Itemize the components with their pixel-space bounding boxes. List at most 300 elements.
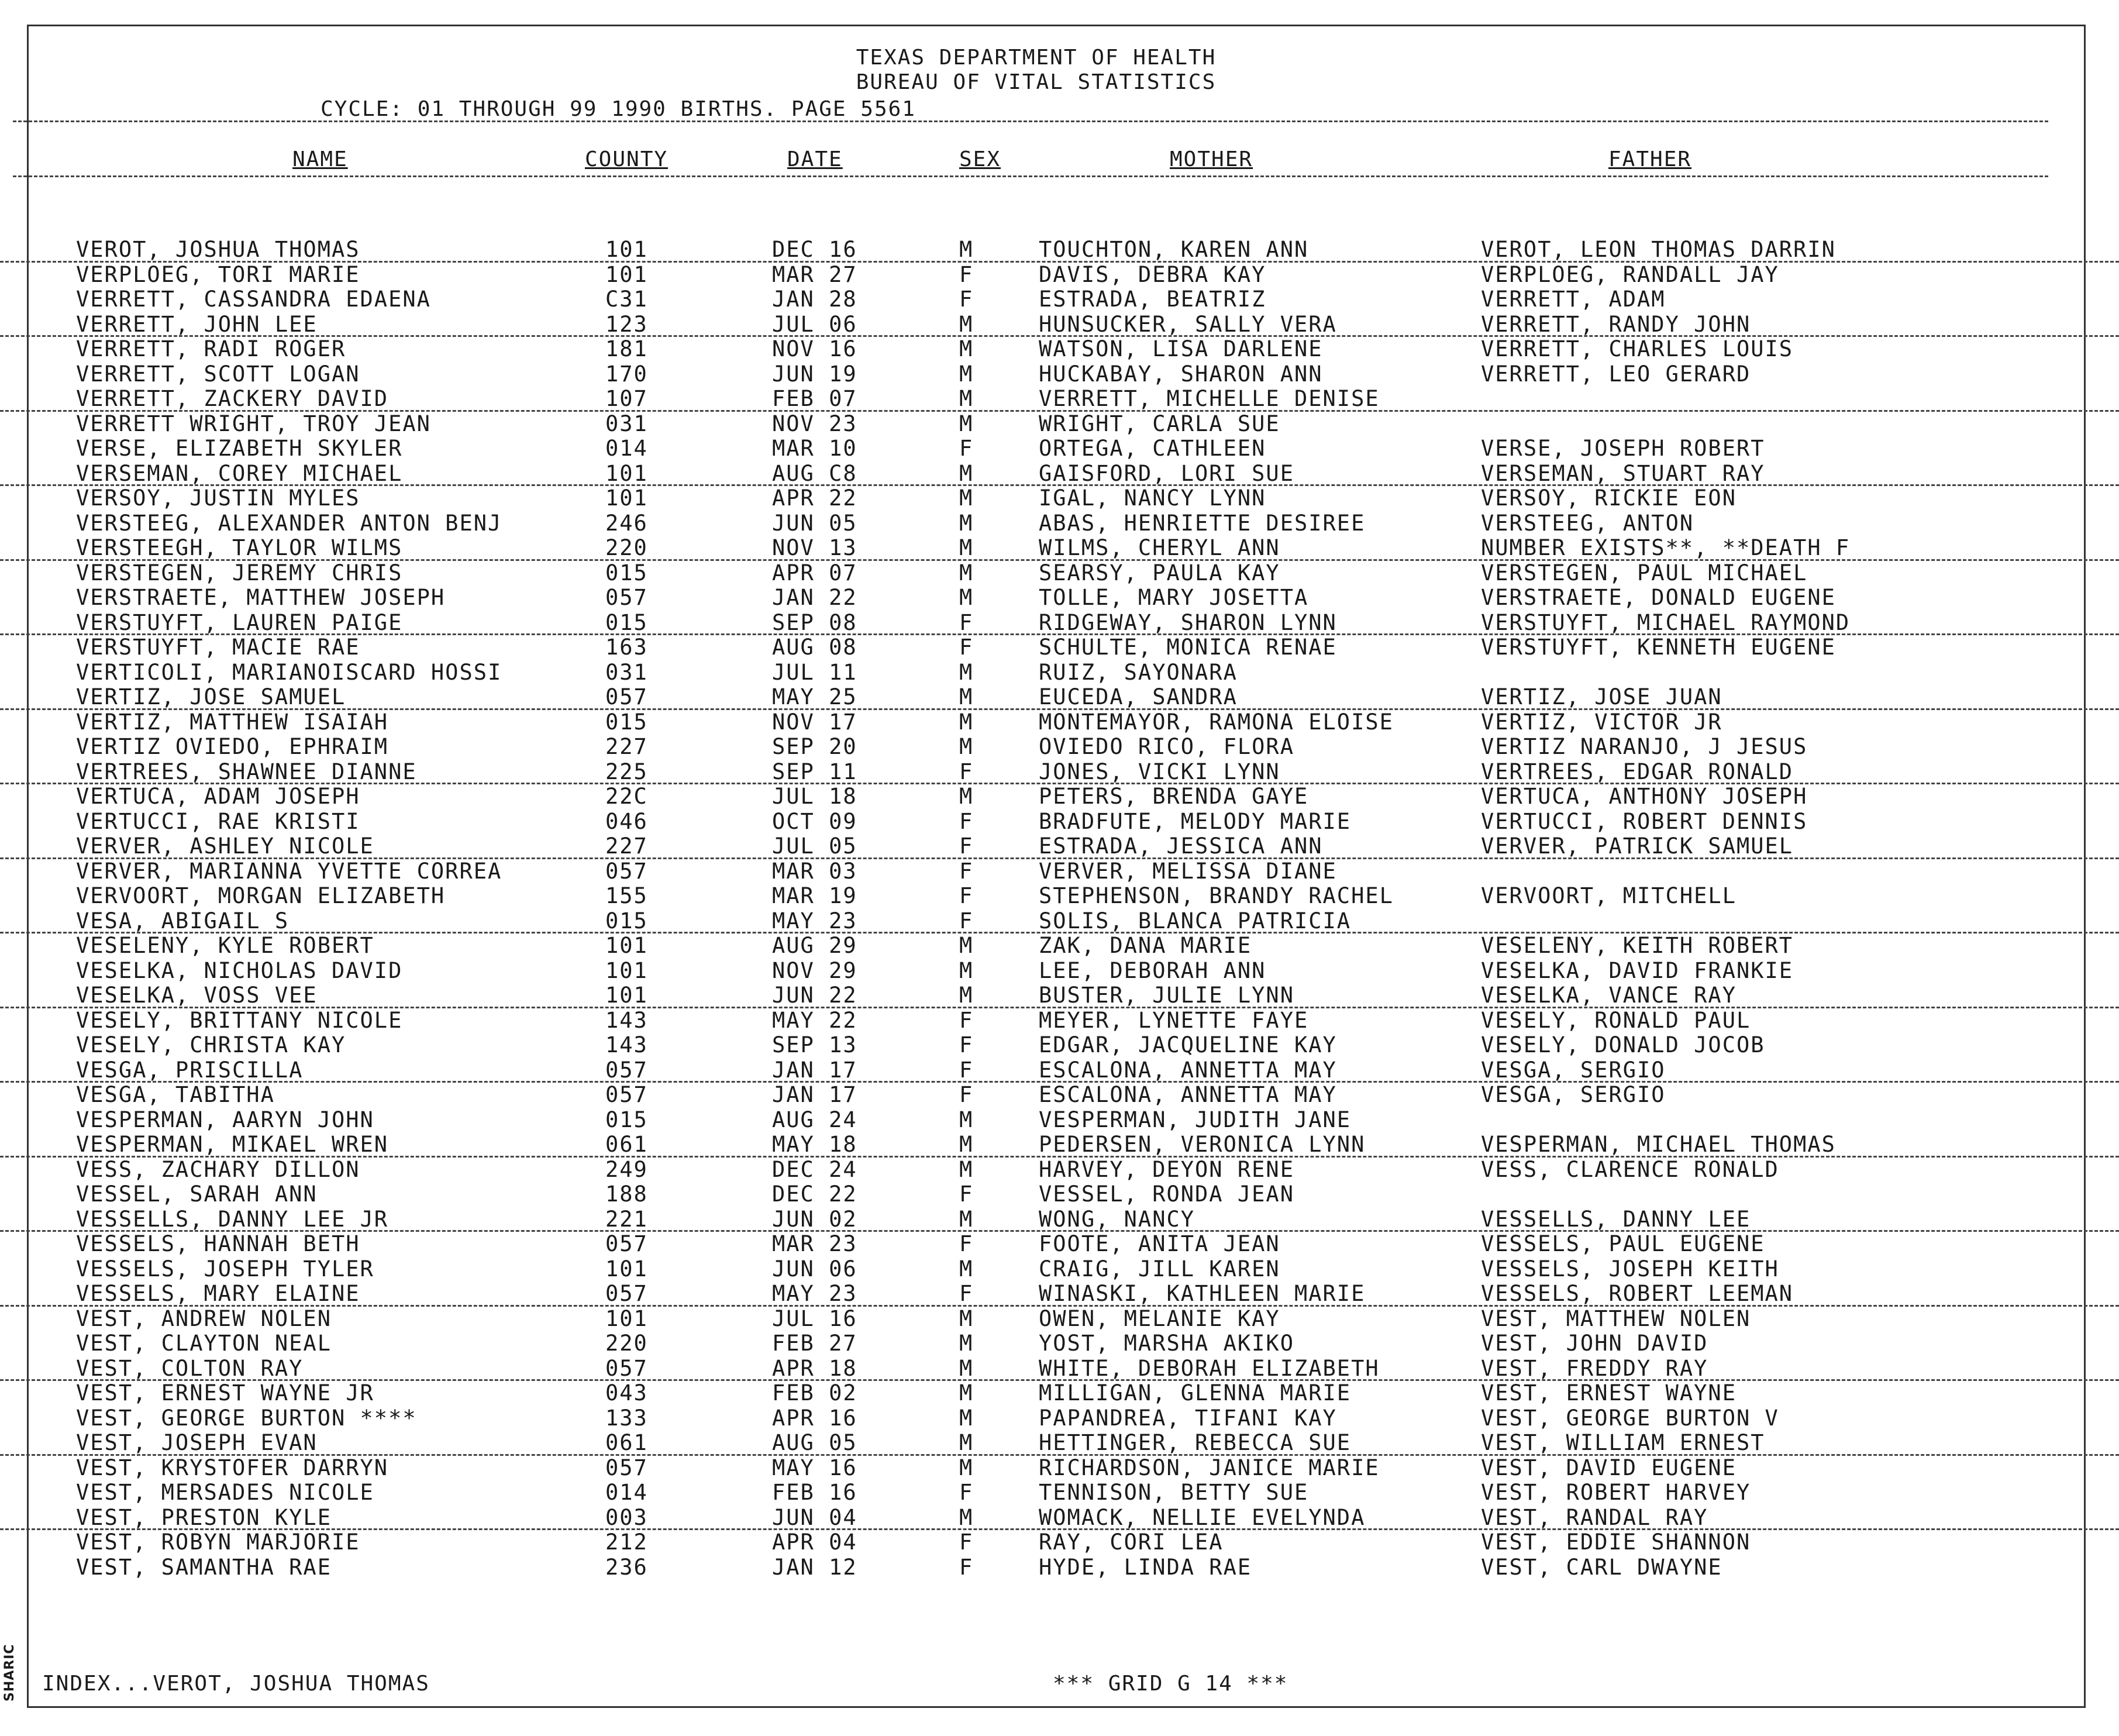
table-row	[0, 784, 2119, 810]
row-mother: BRADFUTE, MELODY MARIE	[1039, 808, 1352, 834]
row-father: VEROT, LEON THOMAS DARRIN	[1481, 237, 1836, 262]
row-name: VEST, CLAYTON NEAL	[76, 1331, 332, 1356]
row-county: 015	[605, 1107, 648, 1132]
row-date: MAY 18	[772, 1132, 857, 1157]
row-date: FEB 02	[772, 1380, 857, 1406]
table-row	[0, 1033, 2119, 1058]
row-county: 043	[605, 1380, 648, 1406]
row-sex: M	[959, 1455, 974, 1480]
row-name: VERSTEEG, ALEXANDER ANTON BENJ	[76, 510, 502, 536]
row-date: MAY 22	[772, 1007, 857, 1033]
row-mother: BUSTER, JULIE LYNN	[1039, 983, 1294, 1008]
row-mother: HUNSUCKER, SALLY VERA	[1039, 311, 1337, 337]
table-row	[0, 1506, 2119, 1531]
table-row	[0, 1232, 2119, 1257]
table-row	[0, 511, 2119, 536]
row-father: VERVER, PATRICK SAMUEL	[1481, 833, 1794, 859]
row-date: JAN 12	[772, 1554, 857, 1580]
row-date: APR 04	[772, 1530, 857, 1555]
row-father: VERSOY, RICKIE EON	[1481, 485, 1736, 511]
row-date: APR 07	[772, 560, 857, 585]
row-county: 155	[605, 883, 648, 908]
row-sex: M	[959, 1405, 974, 1431]
row-name: VERSTEEGH, TAYLOR WILMS	[76, 535, 403, 560]
row-sex: F	[959, 1281, 974, 1306]
row-date: JAN 17	[772, 1082, 857, 1107]
row-name: VERTUCCI, RAE KRISTI	[76, 808, 360, 834]
row-mother: ABAS, HENRIETTE DESIREE	[1039, 510, 1366, 536]
row-name: VERSTUYFT, MACIE RAE	[76, 635, 360, 660]
row-county: 221	[605, 1206, 648, 1232]
table-row	[0, 1207, 2119, 1232]
row-name: VERTREES, SHAWNEE DIANNE	[76, 759, 417, 784]
row-mother: SOLIS, BLANCA PATRICIA	[1039, 908, 1352, 934]
table-row	[0, 735, 2119, 760]
row-father: VERTREES, EDGAR RONALD	[1481, 759, 1794, 784]
row-county: 220	[605, 535, 648, 560]
row-sex: M	[959, 386, 974, 411]
row-county: 057	[605, 1231, 648, 1256]
row-father: VERSTEGEN, PAUL MICHAEL	[1481, 560, 1808, 585]
row-name: VESGA, TABITHA	[76, 1082, 275, 1107]
row-name: VERVER, MARIANNA YVETTE CORREA	[76, 858, 502, 884]
row-name: VERRETT WRIGHT, TROY JEAN	[76, 411, 431, 436]
row-date: JUN 04	[772, 1504, 857, 1530]
row-sex: F	[959, 1554, 974, 1580]
row-sex: F	[959, 1032, 974, 1058]
row-county: C31	[605, 287, 648, 312]
row-father: VESGA, SERGIO	[1481, 1057, 1666, 1083]
table-row	[0, 685, 2119, 710]
table-row	[0, 1456, 2119, 1481]
row-sex: F	[959, 858, 974, 884]
row-father: VEST, ROBERT HARVEY	[1481, 1480, 1751, 1505]
row-county: 123	[605, 311, 648, 337]
row-name: VEST, SAMANTHA RAE	[76, 1554, 332, 1580]
row-mother: LEE, DEBORAH ANN	[1039, 957, 1266, 983]
row-name: VEST, GEORGE BURTON ****	[76, 1405, 417, 1431]
row-name: VEST, PRESTON KYLE	[76, 1504, 332, 1530]
row-date: MAY 23	[772, 1281, 857, 1306]
row-mother: TENNISON, BETTY SUE	[1039, 1480, 1309, 1505]
table-row	[0, 287, 2119, 312]
row-name: VESELKA, VOSS VEE	[76, 983, 318, 1008]
row-father: VERRETT, ADAM	[1481, 287, 1666, 312]
row-date: JUN 02	[772, 1206, 857, 1232]
row-mother: WONG, NANCY	[1039, 1206, 1195, 1232]
row-father: VESELY, RONALD PAUL	[1481, 1007, 1751, 1033]
table-row	[0, 1331, 2119, 1356]
row-mother: OWEN, MELANIE KAY	[1039, 1306, 1280, 1331]
row-sex: F	[959, 1057, 974, 1083]
row-name: VEST, KRYSTOFER DARRYN	[76, 1455, 389, 1480]
table-row	[0, 1555, 2119, 1580]
row-name: VERSEMAN, COREY MICHAEL	[76, 460, 403, 486]
row-sex: M	[959, 485, 974, 511]
row-date: NOV 17	[772, 709, 857, 735]
row-father: VERRETT, RANDY JOHN	[1481, 311, 1751, 337]
row-father: VEST, ERNEST WAYNE	[1481, 1380, 1736, 1406]
column-header-mother: MOTHER	[1170, 147, 1253, 171]
row-sex: M	[959, 1107, 974, 1132]
row-county: 236	[605, 1554, 648, 1580]
column-header-date: DATE	[787, 147, 843, 171]
row-name: VERTIZ OVIEDO, EPHRAIM	[76, 734, 389, 759]
row-county: 181	[605, 336, 648, 361]
row-father: VESS, CLARENCE RONALD	[1481, 1156, 1779, 1182]
table-row	[0, 1158, 2119, 1183]
row-mother: EUCEDA, SANDRA	[1039, 684, 1238, 709]
bureau-title: BUREAU OF VITAL STATISTICS	[856, 70, 1217, 94]
row-mother: PETERS, BRENDA GAYE	[1039, 784, 1309, 809]
row-mother: WINASKI, KATHLEEN MARIE	[1039, 1281, 1366, 1306]
row-county: 101	[605, 237, 648, 262]
row-date: OCT 09	[772, 808, 857, 834]
row-mother: MILLIGAN, GLENNA MARIE	[1039, 1380, 1352, 1406]
table-row	[0, 1108, 2119, 1133]
row-name: VERTUCA, ADAM JOSEPH	[76, 784, 360, 809]
row-name: VESSELS, MARY ELAINE	[76, 1281, 360, 1306]
row-mother: CRAIG, JILL KAREN	[1039, 1256, 1280, 1282]
row-name: VERVER, ASHLEY NICOLE	[76, 833, 374, 859]
row-county: 015	[605, 908, 648, 934]
table-row	[0, 1257, 2119, 1282]
row-date: JAN 17	[772, 1057, 857, 1083]
row-sex: M	[959, 659, 974, 685]
row-sex: F	[959, 1480, 974, 1505]
row-mother: TOUCHTON, KAREN ANN	[1039, 237, 1309, 262]
row-date: JUL 18	[772, 784, 857, 809]
row-mother: ZAK, DANA MARIE	[1039, 933, 1252, 958]
row-date: DEC 16	[772, 237, 857, 262]
row-name: VESGA, PRISCILLA	[76, 1057, 304, 1083]
row-mother: FOOTE, ANITA JEAN	[1039, 1231, 1280, 1256]
table-row	[0, 660, 2119, 686]
row-county: 220	[605, 1331, 648, 1356]
row-sex: M	[959, 1206, 974, 1232]
row-father: VERTUCA, ANTHONY JOSEPH	[1481, 784, 1808, 809]
row-mother: MONTEMAYOR, RAMONA ELOISE	[1039, 709, 1394, 735]
table-row	[0, 760, 2119, 785]
row-sex: F	[959, 1530, 974, 1555]
row-mother: ESCALONA, ANNETTA MAY	[1039, 1057, 1337, 1083]
row-county: 22C	[605, 784, 648, 809]
table-row	[0, 312, 2119, 337]
row-mother: PAPANDREA, TIFANI KAY	[1039, 1405, 1337, 1431]
row-county: 031	[605, 659, 648, 685]
row-county: 057	[605, 1355, 648, 1381]
row-father: VEST, MATTHEW NOLEN	[1481, 1306, 1751, 1331]
row-date: AUG C8	[772, 460, 857, 486]
table-row	[0, 1480, 2119, 1506]
row-father: VESSELS, ROBERT LEEMAN	[1481, 1281, 1794, 1306]
cycle-line: CYCLE: 01 THROUGH 99 1990 BIRTHS. PAGE 5561	[321, 97, 916, 121]
row-father: VESSELS, PAUL EUGENE	[1481, 1231, 1765, 1256]
row-sex: M	[959, 560, 974, 585]
table-row	[0, 810, 2119, 835]
table-row	[0, 237, 2119, 263]
row-father: VERRETT, LEO GERARD	[1481, 361, 1751, 387]
row-mother: STEPHENSON, BRANDY RACHEL	[1039, 883, 1394, 908]
row-date: JUN 19	[772, 361, 857, 387]
row-father: VERSTUYFT, KENNETH EUGENE	[1481, 635, 1836, 660]
row-date: JUL 11	[772, 659, 857, 685]
row-date: FEB 27	[772, 1331, 857, 1356]
row-date: APR 16	[772, 1405, 857, 1431]
row-father: VEST, GEORGE BURTON V	[1481, 1405, 1779, 1431]
row-father: VERVOORT, MITCHELL	[1481, 883, 1736, 908]
row-name: VEST, ERNEST WAYNE JR	[76, 1380, 374, 1406]
table-row	[0, 1431, 2119, 1456]
row-county: 015	[605, 609, 648, 635]
row-name: VERTICOLI, MARIANOISCARD HOSSI	[76, 659, 502, 685]
row-mother: YOST, MARSHA AKIKO	[1039, 1331, 1294, 1356]
row-sex: F	[959, 1082, 974, 1107]
row-mother: RAY, CORI LEA	[1039, 1530, 1224, 1555]
row-name: VESA, ABIGAIL S	[76, 908, 290, 934]
table-row	[0, 387, 2119, 412]
row-father: VEST, WILLIAM ERNEST	[1481, 1430, 1765, 1455]
table-row	[0, 561, 2119, 586]
row-date: AUG 05	[772, 1430, 857, 1455]
row-name: VESSELS, JOSEPH TYLER	[76, 1256, 374, 1282]
row-mother: EDGAR, JACQUELINE KAY	[1039, 1032, 1337, 1058]
row-name: VEST, MERSADES NICOLE	[76, 1480, 374, 1505]
row-father: VESGA, SERGIO	[1481, 1082, 1666, 1107]
department-title: TEXAS DEPARTMENT OF HEALTH	[856, 46, 1217, 70]
table-row	[0, 412, 2119, 437]
row-sex: M	[959, 709, 974, 735]
row-name: VERVOORT, MORGAN ELIZABETH	[76, 883, 446, 908]
row-date: NOV 29	[772, 957, 857, 983]
row-sex: F	[959, 1231, 974, 1256]
row-father: NUMBER EXISTS**, **DEATH F	[1481, 535, 1851, 560]
row-date: MAR 19	[772, 883, 857, 908]
row-sex: M	[959, 585, 974, 610]
row-name: VERRETT, JOHN LEE	[76, 311, 318, 337]
table-row	[0, 611, 2119, 636]
table-row	[0, 536, 2119, 561]
row-name: VESSELS, HANNAH BETH	[76, 1231, 360, 1256]
row-date: AUG 08	[772, 635, 857, 660]
row-date: NOV 23	[772, 411, 857, 436]
row-sex: M	[959, 1430, 974, 1455]
row-father: VESSELS, JOSEPH KEITH	[1481, 1256, 1779, 1282]
row-sex: F	[959, 808, 974, 834]
row-date: AUG 24	[772, 1107, 857, 1132]
row-name: VESSEL, SARAH ANN	[76, 1182, 318, 1207]
row-mother: VERRETT, MICHELLE DENISE	[1039, 386, 1380, 411]
row-mother: RUIZ, SAYONARA	[1039, 659, 1238, 685]
row-sex: M	[959, 1156, 974, 1182]
row-name: VESELY, BRITTANY NICOLE	[76, 1007, 403, 1033]
row-county: 057	[605, 858, 648, 884]
row-county: 046	[605, 808, 648, 834]
row-name: VEST, ROBYN MARJORIE	[76, 1530, 360, 1555]
table-row	[0, 1406, 2119, 1431]
row-sex: F	[959, 635, 974, 660]
column-header-county: COUNTY	[585, 147, 669, 171]
row-name: VEROT, JOSHUA THOMAS	[76, 237, 360, 262]
row-county: 246	[605, 510, 648, 536]
row-county: 057	[605, 1057, 648, 1083]
row-sex: M	[959, 784, 974, 809]
row-date: JUL 06	[772, 311, 857, 337]
column-header-rule	[13, 175, 2048, 177]
row-sex: F	[959, 883, 974, 908]
row-county: 143	[605, 1007, 648, 1033]
table-row	[0, 461, 2119, 487]
row-mother: GAISFORD, LORI SUE	[1039, 460, 1294, 486]
row-mother: HARVEY, DEYON RENE	[1039, 1156, 1294, 1182]
row-mother: PEDERSEN, VERONICA LYNN	[1039, 1132, 1366, 1157]
row-name: VERRETT, SCOTT LOGAN	[76, 361, 360, 387]
row-mother: VESSEL, RONDA JEAN	[1039, 1182, 1294, 1207]
row-sex: F	[959, 609, 974, 635]
row-name: VERPLOEG, TORI MARIE	[76, 261, 360, 287]
row-date: SEP 08	[772, 609, 857, 635]
row-date: FEB 16	[772, 1480, 857, 1505]
row-sex: F	[959, 1182, 974, 1207]
row-county: 101	[605, 933, 648, 958]
row-county: 212	[605, 1530, 648, 1555]
index-footer: INDEX...VEROT, JOSHUA THOMAS	[42, 1672, 430, 1696]
table-row	[0, 635, 2119, 660]
row-county: 031	[605, 411, 648, 436]
row-date: JAN 28	[772, 287, 857, 312]
table-row	[0, 1182, 2119, 1207]
row-sex: F	[959, 287, 974, 312]
row-mother: IGAL, NANCY LYNN	[1039, 485, 1266, 511]
row-date: JUN 22	[772, 983, 857, 1008]
row-county: 101	[605, 485, 648, 511]
table-row	[0, 884, 2119, 909]
table-row	[0, 585, 2119, 611]
row-date: MAY 16	[772, 1455, 857, 1480]
table-row	[0, 1282, 2119, 1307]
row-sex: M	[959, 1380, 974, 1406]
table-row	[0, 337, 2119, 362]
row-name: VERRETT, ZACKERY DAVID	[76, 386, 389, 411]
row-county: 163	[605, 635, 648, 660]
row-county: 101	[605, 261, 648, 287]
row-date: MAR 23	[772, 1231, 857, 1256]
row-county: 107	[605, 386, 648, 411]
row-name: VESPERMAN, AARYN JOHN	[76, 1107, 374, 1132]
row-county: 057	[605, 1455, 648, 1480]
row-county: 015	[605, 709, 648, 735]
row-name: VERSE, ELIZABETH SKYLER	[76, 436, 403, 461]
row-sex: M	[959, 411, 974, 436]
row-father: VERSTUYFT, MICHAEL RAYMOND	[1481, 609, 1851, 635]
table-row	[0, 1132, 2119, 1158]
row-name: VESPERMAN, MIKAEL WREN	[76, 1132, 389, 1157]
table-row	[0, 362, 2119, 387]
row-sex: M	[959, 684, 974, 709]
row-sex: M	[959, 460, 974, 486]
row-mother: HYDE, LINDA RAE	[1039, 1554, 1252, 1580]
table-row	[0, 1058, 2119, 1083]
table-row	[0, 1381, 2119, 1406]
row-county: 225	[605, 759, 648, 784]
row-name: VEST, ANDREW NOLEN	[76, 1306, 332, 1331]
row-county: 188	[605, 1182, 648, 1207]
row-sex: M	[959, 1355, 974, 1381]
row-sex: M	[959, 1331, 974, 1356]
table-row	[0, 263, 2119, 288]
row-father: VERTIZ, VICTOR JR	[1481, 709, 1722, 735]
row-county: 061	[605, 1132, 648, 1157]
row-sex: M	[959, 1132, 974, 1157]
row-county: 133	[605, 1405, 648, 1431]
table-row	[0, 710, 2119, 735]
row-father: VEST, JOHN DAVID	[1481, 1331, 1708, 1356]
grid-footer: *** GRID G 14 ***	[1053, 1672, 1288, 1696]
row-name: VERSTUYFT, LAUREN PAIGE	[76, 609, 403, 635]
row-mother: RIDGEWAY, SHARON LYNN	[1039, 609, 1337, 635]
table-row	[0, 1083, 2119, 1108]
table-row	[0, 1356, 2119, 1382]
row-date: MAR 27	[772, 261, 857, 287]
row-county: 003	[605, 1504, 648, 1530]
row-name: VERSTEGEN, JEREMY CHRIS	[76, 560, 403, 585]
table-row	[0, 834, 2119, 859]
row-father: VERSTEEG, ANTON	[1481, 510, 1694, 536]
row-father: VEST, DAVID EUGENE	[1481, 1455, 1736, 1480]
row-county: 057	[605, 1082, 648, 1107]
row-county: 101	[605, 957, 648, 983]
row-date: APR 22	[772, 485, 857, 511]
row-father: VERRETT, CHARLES LOUIS	[1481, 336, 1794, 361]
row-sex: M	[959, 311, 974, 337]
row-name: VEST, JOSEPH EVAN	[76, 1430, 318, 1455]
row-father: VEST, CARL DWAYNE	[1481, 1554, 1722, 1580]
row-date: JUN 06	[772, 1256, 857, 1282]
row-father: VERTIZ NARANJO, J JESUS	[1481, 734, 1808, 759]
row-name: VERRETT, CASSANDRA EDAENA	[76, 287, 431, 312]
row-name: VERTIZ, MATTHEW ISAIAH	[76, 709, 389, 735]
row-sex: M	[959, 933, 974, 958]
row-mother: WILMS, CHERYL ANN	[1039, 535, 1280, 560]
row-mother: ESCALONA, ANNETTA MAY	[1039, 1082, 1337, 1107]
row-date: SEP 13	[772, 1032, 857, 1058]
row-sex: F	[959, 436, 974, 461]
row-date: AUG 29	[772, 933, 857, 958]
row-father: VESELKA, VANCE RAY	[1481, 983, 1736, 1008]
row-county: 057	[605, 1281, 648, 1306]
row-sex: M	[959, 361, 974, 387]
row-father: VERSTRAETE, DONALD EUGENE	[1481, 585, 1836, 610]
row-father: VESSELLS, DANNY LEE	[1481, 1206, 1751, 1232]
row-sex: F	[959, 833, 974, 859]
row-mother: DAVIS, DEBRA KAY	[1039, 261, 1266, 287]
row-county: 101	[605, 1256, 648, 1282]
row-mother: RICHARDSON, JANICE MARIE	[1039, 1455, 1380, 1480]
row-date: MAY 23	[772, 908, 857, 934]
row-father: VERTUCCI, ROBERT DENNIS	[1481, 808, 1808, 834]
row-father: VEST, FREDDY RAY	[1481, 1355, 1708, 1381]
row-father: VEST, RANDAL RAY	[1481, 1504, 1708, 1530]
row-sex: F	[959, 759, 974, 784]
row-mother: VESPERMAN, JUDITH JANE	[1039, 1107, 1352, 1132]
row-sex: F	[959, 908, 974, 934]
table-row	[0, 859, 2119, 884]
row-county: 101	[605, 983, 648, 1008]
table-row	[0, 1530, 2119, 1555]
table-row	[0, 909, 2119, 934]
row-name: VERSOY, JUSTIN MYLES	[76, 485, 360, 511]
row-date: SEP 11	[772, 759, 857, 784]
